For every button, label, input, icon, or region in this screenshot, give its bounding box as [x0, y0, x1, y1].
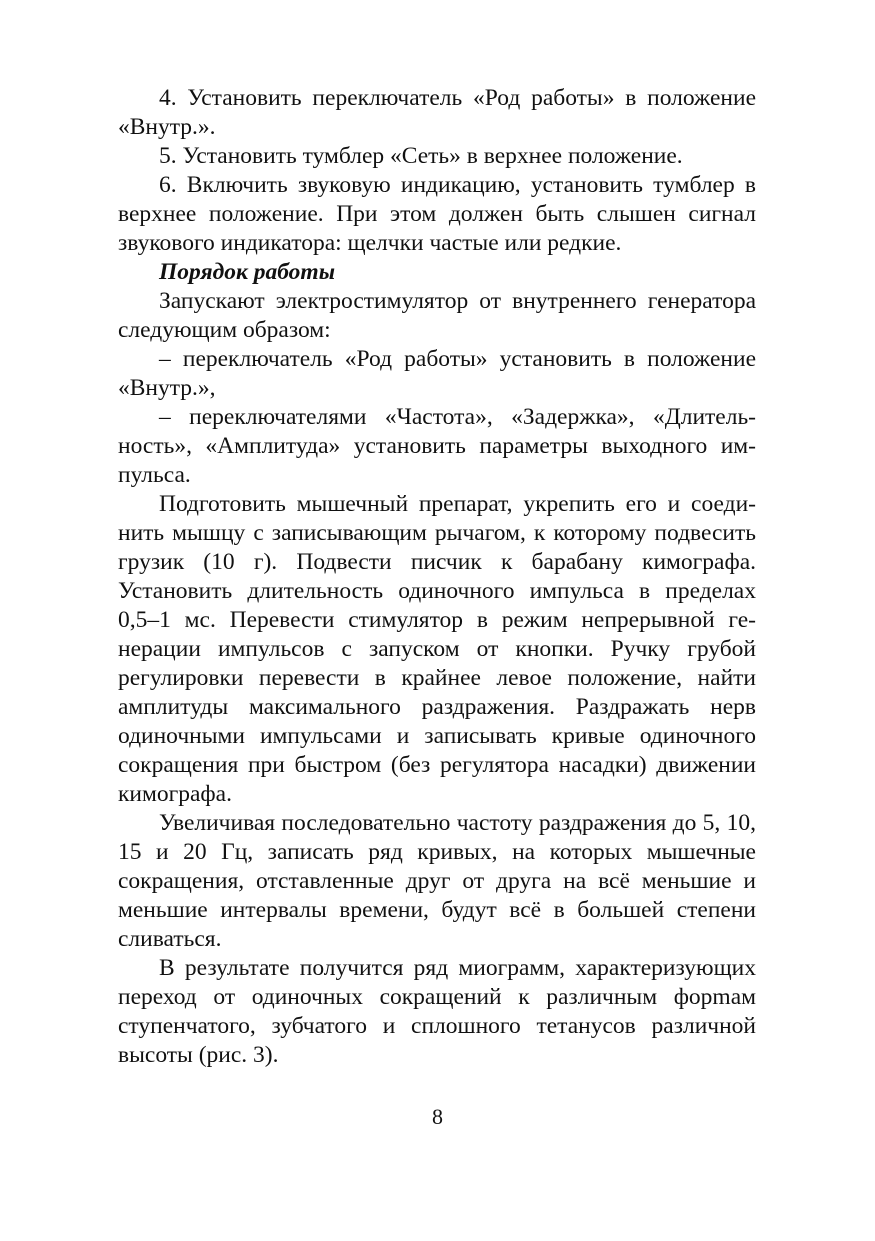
paragraph-step-4: 4. Установить переключатель «Род работы» в положение «Внутр.».: [118, 85, 756, 140]
paragraph-step-6: 6. Включить звуковую индикацию, установить тумблер в верхнее положение. При этом должен быть слышен сигнал звукового индикатора: щелчки частые или редкие.: [118, 172, 756, 256]
paragraph-launch: Запускают электростимулятор от внутреннего генератора следующим образом:: [118, 288, 756, 343]
list-item-parameters: – переключателями «Частота», «Задержка», «Длительность», «Амплитуда» установить параметры выходного импульса.: [118, 404, 756, 488]
paragraph-result: В результате получится ряд миограмм, характеризующих переход от одиночных сокращений к различным форmам ступенчатого, зубчатого и сплошного тетанусов различной высоты (рис. 3).: [118, 955, 756, 1068]
page-number: 8: [432, 1104, 443, 1129]
paragraph-frequency: Увеличивая последовательно частоту раздражения до 5, 10, 15 и 20 Гц, записать ряд кривых, на которых мышечные сокращения, отставленные друг от друга на всё меньшие и меньшие интервалы времени, будут всё в большей степени сливаться.: [118, 810, 756, 952]
page-body: [118, 84, 756, 1070]
paragraph-prepare: Подготовить мышечный препарат, укрепить его и соединить мышцу с записывающим рычагом, к которому подвесить грузик (10 г). Подвести писчик к барабану кимографа. Установить длительность одиночного импульса в пределах 0,5–1 мс. Перевести стимулятор в режим непрерывной генерации импульсов с запуском от кнопки. Ручку грубой регулировки перевести в крайнее левое положение, найти амплитуды максимального раздражения. Раздражать нерв одиночными импульсами и записывать кривые одиночного сокращения при быстром (без регулятора насадки) движении кимографа.: [118, 491, 756, 807]
list-item-mode-switch: – переключатель «Род работы» установить в положение «Внутр.»,: [118, 346, 756, 401]
paragraph-step-5: 5. Установить тумблер «Сеть» в верхнее положение.: [159, 143, 683, 169]
section-heading: Порядок работы: [159, 259, 336, 285]
